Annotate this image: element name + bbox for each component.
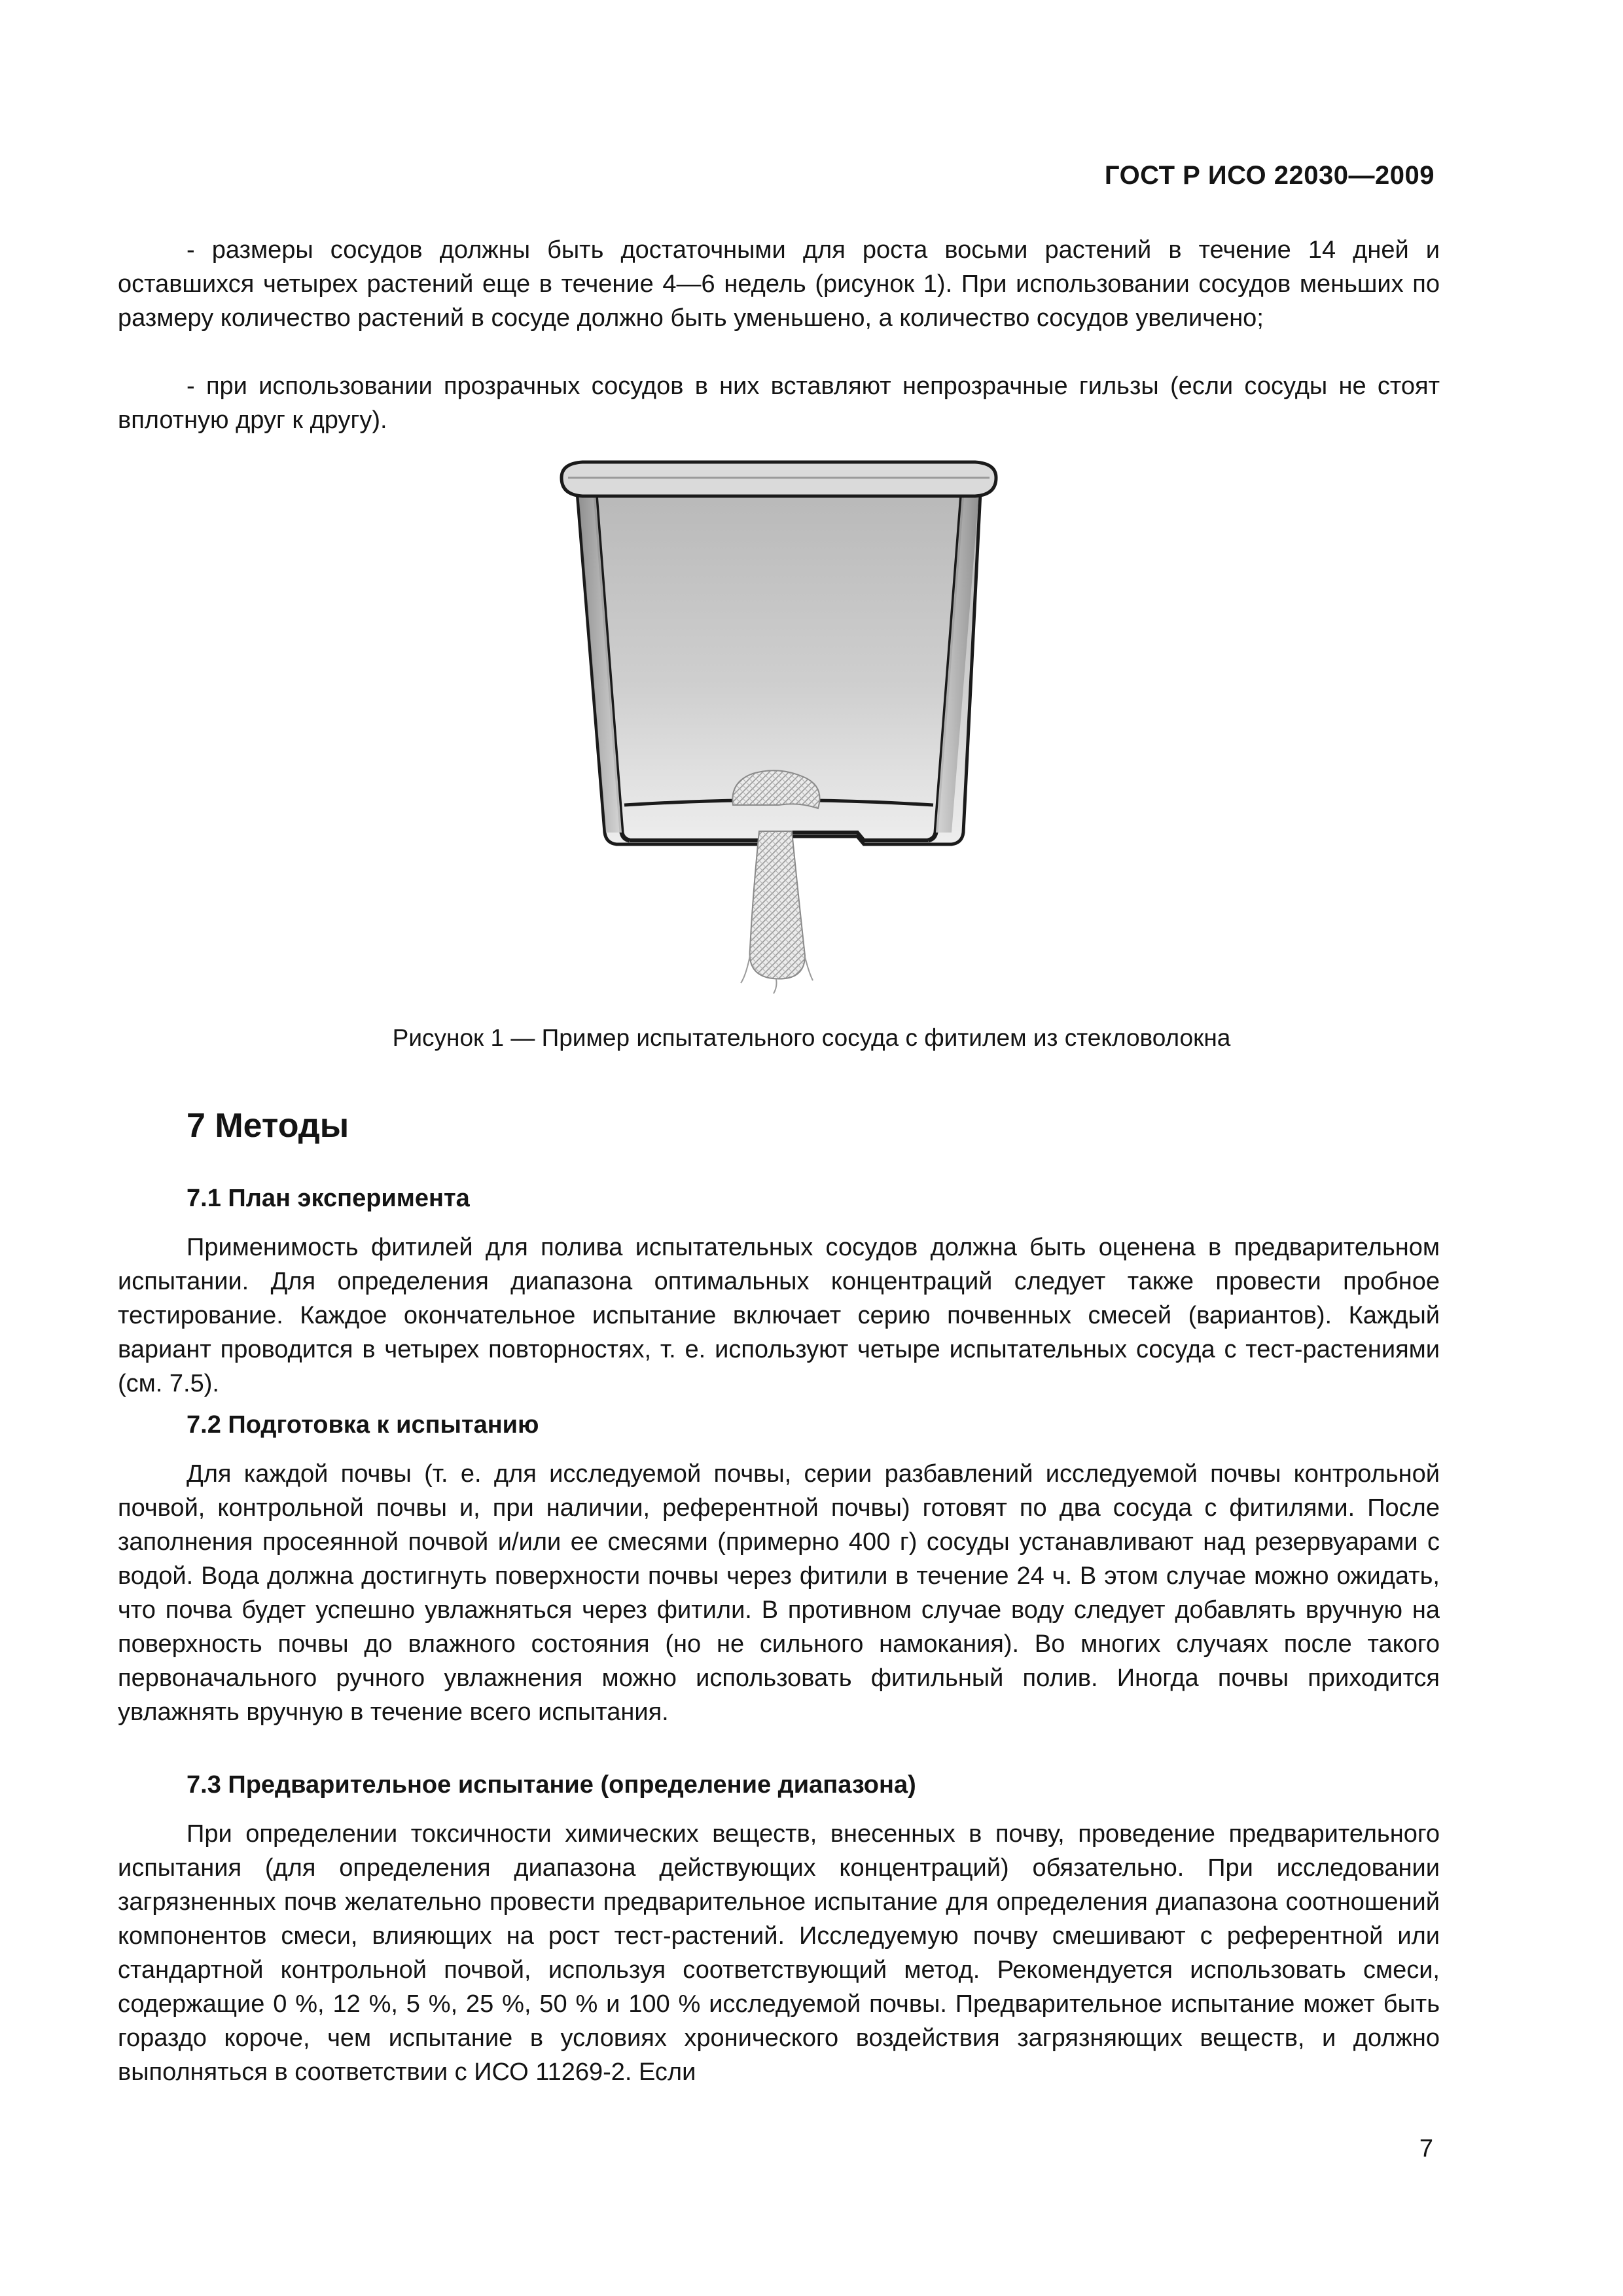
intro-paragraph-1: - размеры сосудов должны быть достаточными для роста восьми растений в течение 14 дней и оставшихся четырех растений еще в течение 4—6 недель (рисунок 1). При использовании сосудов меньших по размеру количество растений в сосуде должно быть уменьшено, а количество сосудов увеличено; bbox=[118, 236, 1440, 332]
pot-rim bbox=[562, 462, 996, 496]
fiberglass-wick bbox=[750, 831, 805, 979]
intro-paragraph-2: - при использовании прозрачных сосудов в них вставляют непрозрачные гильзы (если сосуды не стоят вплотную друг к другу). bbox=[118, 372, 1440, 434]
section-7-1-text: Применимость фитилей для полива испытательных сосудов должна быть оценена в предварительном испытании. Для определения диапазона оптимальных концентраций следует также провести пробное тестирование. Каждое окончательное испытание включает серию почвенных смесей (вариантов). Каждый вариант проводится в четырех повторностях, т. е. используют четыре испытательных сосуда с тест-растениями (см. 7.5). bbox=[118, 1234, 1440, 1397]
section-7-2-heading: 7.2 Подготовка к испытанию bbox=[187, 1411, 539, 1439]
section-7-3-text: При определении токсичности химических веществ, внесенных в почву, проведение предварительного испытания (для определения диапазона действующих концентраций) обязательно. При исследовании загрязненных почв желательно провести предварительное испытание для определения диапазона соотношений компонентов смеси, влияющих на рост тест-растений. Исследуемую почву смешивают с референтной или стандартной контрольной почвой, используя соответствующий метод. Рекомендуется использовать смеси, содержащие 0 %, 12 %, 5 %, 25 %, 50 % и 100 % исследуемой почвы. Предварительное испытание может быть гораздо короче, чем испытание в условиях хронического воздействия загрязняющих веществ, и должно выполняться в соответствии с ИСО 11269-2. Если bbox=[118, 1820, 1440, 2086]
section-7-heading: 7 Методы bbox=[187, 1107, 349, 1145]
section-7-3-heading: 7.3 Предварительное испытание (определение диапазона) bbox=[187, 1771, 916, 1799]
figure-test-vessel bbox=[556, 452, 1001, 1008]
figure-caption: Рисунок 1 — Пример испытательного сосуда с фитилем из стекловолокна bbox=[392, 1024, 1231, 1051]
section-7-2-text: Для каждой почвы (т. е. для исследуемой почвы, серии разбавлений исследуемой почвы контрольной почвой, контрольной почвы и, при наличии, референтной почвы) готовят по два сосуда с фитилями. После заполнения просеянной почвой и/или ее смесями (примерно 400 г) сосуды устанавливают над резервуарами с водой. Вода должна достигнуть поверхности почвы через фитили в течение 24 ч. В этом случае можно ожидать, что почва будет успешно увлажняться через фитили. В противном случае воду следует добавлять вручную на поверхность почвы до влажного состояния (но не сильного намокания). Во многих случаях после такого первоначального ручного увлажнения можно использовать фитильный полив. Иногда почвы приходится увлажнять вручную в течение всего испытания. bbox=[118, 1460, 1440, 1726]
section-7-1-heading: 7.1 План эксперимента bbox=[187, 1185, 470, 1212]
standard-code: ГОСТ Р ИСО 22030—2009 bbox=[1104, 161, 1435, 190]
test-vessel-illustration bbox=[556, 452, 1001, 1008]
page-number: 7 bbox=[1419, 2135, 1433, 2162]
